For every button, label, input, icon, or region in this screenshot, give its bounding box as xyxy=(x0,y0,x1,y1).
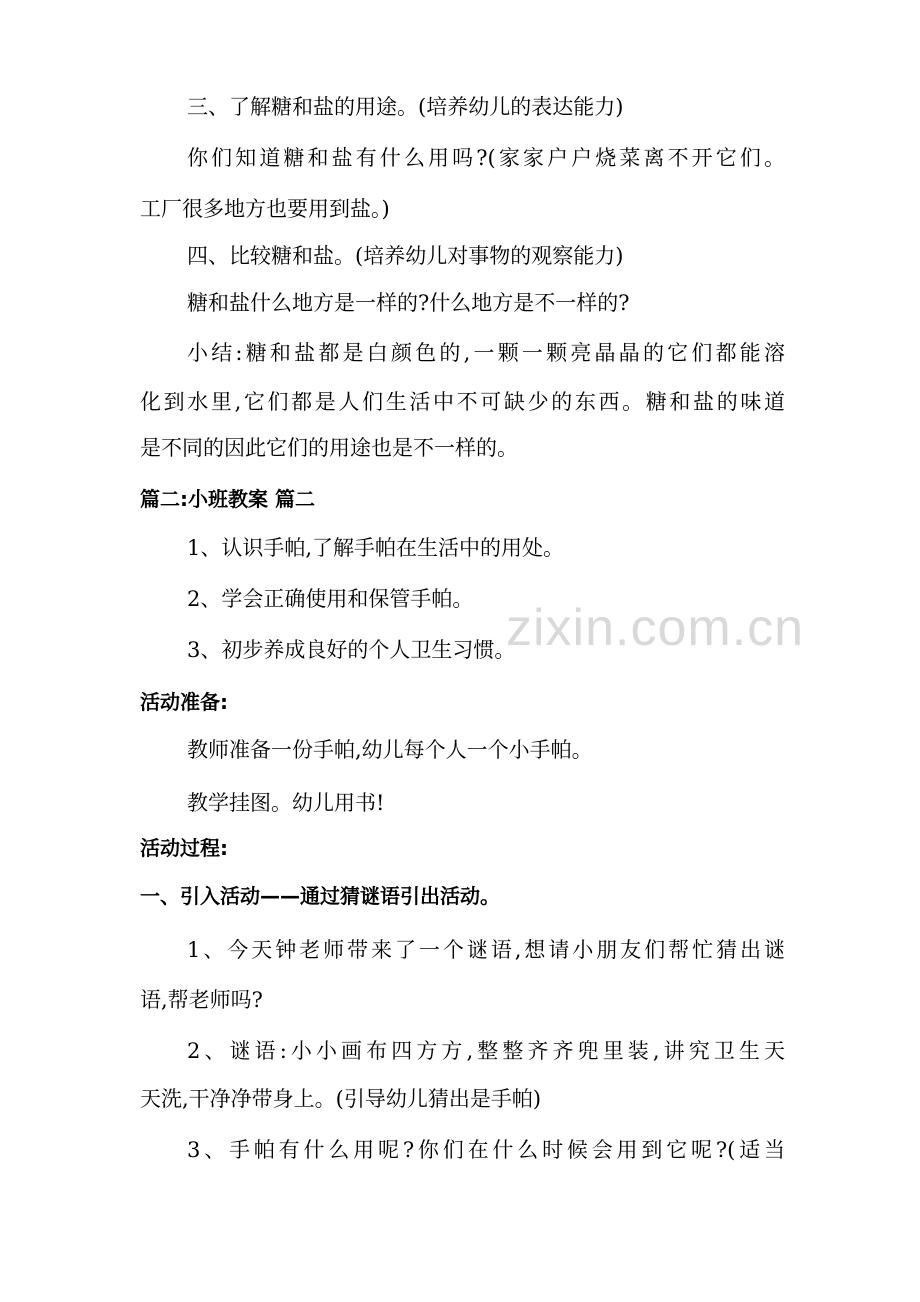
paragraph-line: 化到水里,它们都是人们生活中不可缺少的东西。糖和盐的味道 xyxy=(140,390,785,414)
paragraph-line: 是不同的因此它们的用途也是不一样的。 xyxy=(140,436,518,460)
paragraph-line: 四、比较糖和盐。(培养幼儿对事物的观察能力) xyxy=(187,244,624,268)
paragraph-line: 你们知道糖和盐有什么用吗?(家家户户烧菜离不开它们。 xyxy=(187,146,785,170)
paragraph-line: 3、手帕有什么用呢?你们在什么时候会用到它呢?(适当 xyxy=(187,1138,785,1162)
paragraph-line: 糖和盐什么地方是一样的?什么地方是不一样的? xyxy=(187,291,630,315)
section-heading: 活动准备: xyxy=(140,690,228,714)
watermark: zixin.com.cn xyxy=(506,599,805,657)
list-item: 3、初步养成良好的个人卫生习惯。 xyxy=(187,638,516,662)
list-item: 2、学会正确使用和保管手帕。 xyxy=(187,587,474,611)
section-heading: 一、引入活动——通过猜谜语引出活动。 xyxy=(140,884,500,908)
paragraph-line: 工厂很多地方也要用到盐。) xyxy=(140,197,390,221)
section-heading: 活动过程: xyxy=(140,836,228,860)
section-heading: 篇二:小班教案 篇二 xyxy=(140,487,315,511)
list-item: 1、认识手帕,了解手帕在生活中的用处。 xyxy=(187,536,565,560)
paragraph-line: 2、谜语:小小画布四方方,整整齐齐兜里装,讲究卫生天 xyxy=(187,1039,785,1063)
paragraph-line: 三、了解糖和盐的用途。(培养幼儿的表达能力) xyxy=(187,95,624,119)
paragraph-line: 1、今天钟老师带来了一个谜语,想请小朋友们帮忙猜出谜 xyxy=(187,938,785,962)
paragraph-line: 天洗,干净净带身上。(引导幼儿猜出是手帕) xyxy=(140,1087,542,1111)
paragraph-line: 教学挂图。幼儿用书! xyxy=(187,791,385,815)
paragraph-line: 语,帮老师吗? xyxy=(140,988,263,1012)
paragraph-line: 教师准备一份手帕,幼儿每个人一个小手帕。 xyxy=(187,738,593,762)
paragraph-line: 小结:糖和盐都是白颜色的,一颗一颗亮晶晶的它们都能溶 xyxy=(187,341,785,365)
